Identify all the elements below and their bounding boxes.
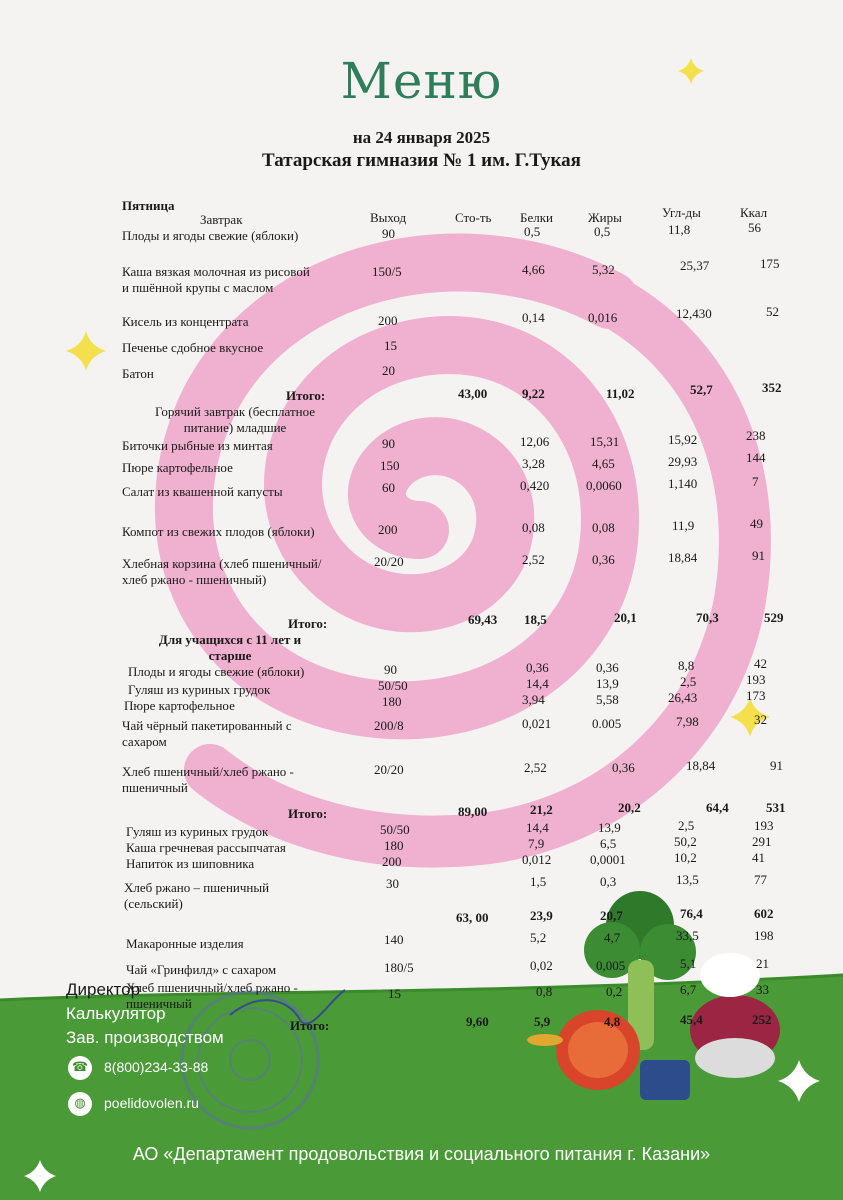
dish-protein: 2,52 xyxy=(522,552,545,567)
total-cost: 43,00 xyxy=(458,386,488,401)
dish-carbs: 15,92 xyxy=(668,432,698,447)
dish-protein: 0,420 xyxy=(520,478,550,493)
dish-fat: 0.005 xyxy=(592,716,622,731)
dish-kcal: 291 xyxy=(752,834,772,849)
total-protein: 9,22 xyxy=(522,386,545,401)
dish-name: Печенье сдобное вкусное xyxy=(122,340,264,355)
school-name: Татарская гимназия № 1 им. Г.Тукая xyxy=(262,150,581,171)
dish-kcal: 32 xyxy=(754,712,767,727)
dish-output: 50/50 xyxy=(378,678,408,693)
dish-fat: 4,65 xyxy=(592,456,615,471)
dish-kcal: 91 xyxy=(770,758,783,773)
dish-output: 180 xyxy=(384,838,404,853)
total-carbs: 70,3 xyxy=(696,610,719,625)
dish-name: Каша гречневая рассыпчатая xyxy=(126,840,286,855)
dish-protein: 0,36 xyxy=(526,660,549,675)
dish-carbs: 50,2 xyxy=(674,834,697,849)
total-fat: 20,7 xyxy=(600,908,623,923)
dish-fat: 13,9 xyxy=(598,820,621,835)
dish-carbs: 33,5 xyxy=(676,928,699,943)
dish-name: Напиток из шиповника xyxy=(126,856,255,871)
dish-name: Биточки рыбные из минтая xyxy=(122,438,273,453)
company-name: АО «Департамент продовольствия и социального питания г. Казани» xyxy=(132,1144,711,1164)
section-title: Для учащихся с 11 лет и старше xyxy=(158,632,302,663)
dish-kcal: 52 xyxy=(766,304,779,319)
total-protein: 18,5 xyxy=(524,612,547,627)
total-fat: 4,8 xyxy=(604,1014,621,1029)
dish-fat: 4,7 xyxy=(604,930,621,945)
dish-carbs: 11,9 xyxy=(672,518,695,533)
dish-output: 20/20 xyxy=(374,762,404,777)
total-kcal: 531 xyxy=(766,800,786,815)
dish-output: 90 xyxy=(382,436,395,451)
dish-name: Батон xyxy=(122,366,154,381)
dish-fat: 0,36 xyxy=(612,760,635,775)
dish-fat: 15,31 xyxy=(590,434,620,449)
dish-kcal: 173 xyxy=(746,688,766,703)
dish-output: 150 xyxy=(380,458,400,473)
dish-name: Плоды и ягоды свежие (яблоки) xyxy=(128,664,305,679)
dish-output: 200 xyxy=(382,854,402,869)
dish-fat: 0,08 xyxy=(592,520,615,535)
page-title: Меню xyxy=(340,52,503,110)
globe-icon: ◍ xyxy=(68,1092,92,1116)
dish-name: Гуляш из куриных грудок xyxy=(128,682,271,697)
total-fat: 20,2 xyxy=(618,800,641,815)
dish-output: 15 xyxy=(384,338,397,353)
dish-carbs: 8,8 xyxy=(678,658,695,673)
dish-name: Салат из квашенной капусты xyxy=(122,484,283,499)
phone-number[interactable]: 8(800)234-33-88 xyxy=(104,1059,209,1075)
dish-name: Компот из свежих плодов (яблоки) xyxy=(122,524,315,539)
dish-name: Плоды и ягоды свежие (яблоки) xyxy=(122,228,299,243)
section-title: Завтрак xyxy=(200,212,243,227)
dish-kcal: 7 xyxy=(752,474,759,489)
dish-carbs: 12,430 xyxy=(676,306,712,321)
dish-kcal: 49 xyxy=(750,516,763,531)
dish-name: Хлеб ржано – пшеничный (сельский) xyxy=(124,880,270,911)
total-protein: 21,2 xyxy=(530,802,553,817)
dish-protein: 0,8 xyxy=(536,984,553,999)
total-cost: 69,43 xyxy=(468,612,498,627)
dish-carbs: 18,84 xyxy=(668,550,698,565)
dish-name: Хлебная корзина (хлеб пшеничный/хлеб ржано - пшеничный) xyxy=(122,556,322,587)
dish-protein: 14,4 xyxy=(526,676,549,691)
phone-icon: ☎ xyxy=(68,1056,92,1080)
dish-kcal: 238 xyxy=(746,428,766,443)
dish-carbs: 2,5 xyxy=(680,674,697,689)
total-label: Итого: xyxy=(290,1018,330,1033)
column-header-carbs: Угл-ды xyxy=(662,205,701,220)
dish-carbs: 11,8 xyxy=(668,222,691,237)
dish-output: 60 xyxy=(382,480,395,495)
column-header-output: Выход xyxy=(370,210,407,225)
dish-name: Чай «Гринфилд» с сахаром xyxy=(126,962,277,977)
dish-output: 20 xyxy=(382,363,395,378)
dish-carbs: 10,2 xyxy=(674,850,697,865)
dish-fat: 0,005 xyxy=(596,958,626,973)
dish-protein: 0,012 xyxy=(522,852,552,867)
dish-output: 140 xyxy=(384,932,404,947)
dish-carbs: 29,93 xyxy=(668,454,698,469)
day-label: Пятница xyxy=(122,198,175,213)
dish-protein: 3,94 xyxy=(522,692,545,707)
column-header-protein: Белки xyxy=(520,210,553,225)
dish-fat: 5,32 xyxy=(592,262,615,277)
total-carbs: 45,4 xyxy=(680,1012,703,1027)
dish-output: 90 xyxy=(384,662,397,677)
menu-date: на 24 января 2025 xyxy=(352,128,491,147)
total-cost: 9,60 xyxy=(466,1014,489,1029)
role-production-manager: Зав. производством xyxy=(66,1028,224,1047)
total-cost: 63, 00 xyxy=(456,910,489,925)
dish-protein: 0,021 xyxy=(522,716,552,731)
dish-fat: 0,0001 xyxy=(590,852,626,867)
total-label: Итого: xyxy=(288,806,328,821)
total-protein: 5,9 xyxy=(534,1014,551,1029)
dish-fat: 0,3 xyxy=(600,874,617,889)
website-link[interactable]: poelidovolen.ru xyxy=(104,1095,199,1111)
total-cost: 89,00 xyxy=(458,804,488,819)
total-carbs: 64,4 xyxy=(706,800,729,815)
dish-name: Кисель из концентрата xyxy=(122,314,249,329)
dish-kcal: 33 xyxy=(756,982,769,997)
dish-carbs: 1,140 xyxy=(668,476,698,491)
column-header-kcal: Ккал xyxy=(740,205,768,220)
dish-protein: 1,5 xyxy=(530,874,547,889)
dish-protein: 3,28 xyxy=(522,456,545,471)
total-kcal: 602 xyxy=(754,906,774,921)
dish-output: 150/5 xyxy=(372,264,402,279)
dish-name: Пюре картофельное xyxy=(122,460,233,475)
dish-fat: 0,2 xyxy=(606,984,623,999)
dish-kcal: 193 xyxy=(754,818,774,833)
dish-output: 30 xyxy=(386,876,399,891)
total-kcal: 529 xyxy=(764,610,784,625)
total-fat: 20,1 xyxy=(614,610,637,625)
dish-name: Гуляш из куриных грудок xyxy=(126,824,269,839)
dish-fat: 13,9 xyxy=(596,676,619,691)
dish-name: Пюре картофельное xyxy=(124,698,235,713)
role-calculator: Калькулятор xyxy=(66,1004,166,1023)
dish-kcal: 198 xyxy=(754,928,774,943)
dish-output: 15 xyxy=(388,986,401,1001)
dish-name: Хлеб пшеничный/хлеб ржано - пшеничный xyxy=(126,980,298,1011)
dish-output: 200 xyxy=(378,313,398,328)
column-header-fat: Жиры xyxy=(588,210,622,225)
dish-carbs: 5,1 xyxy=(680,956,697,971)
dish-kcal: 42 xyxy=(754,656,767,671)
dish-protein: 2,52 xyxy=(524,760,547,775)
dish-fat: 6,5 xyxy=(600,836,617,851)
dish-fat: 0,5 xyxy=(594,224,611,239)
dish-output: 180/5 xyxy=(384,960,414,975)
dish-output: 20/20 xyxy=(374,554,404,569)
dish-protein: 4,66 xyxy=(522,262,545,277)
total-kcal: 252 xyxy=(752,1012,772,1027)
dish-kcal: 41 xyxy=(752,850,765,865)
total-carbs: 76,4 xyxy=(680,906,703,921)
dish-output: 180 xyxy=(382,694,402,709)
dish-fat: 0,016 xyxy=(588,310,618,325)
dish-name: Хлеб пшеничный/хлеб ржано - пшеничный xyxy=(122,764,294,795)
dish-protein: 0,5 xyxy=(524,224,541,239)
dish-name: Каша вязкая молочная из рисовой и пшённой крупы с маслом xyxy=(122,264,310,295)
dish-carbs: 13,5 xyxy=(676,872,699,887)
total-carbs: 52,7 xyxy=(690,382,713,397)
dish-kcal: 77 xyxy=(754,872,767,887)
dish-fat: 0,36 xyxy=(596,660,619,675)
dish-protein: 5,2 xyxy=(530,930,547,945)
role-director: Директор xyxy=(66,980,141,999)
dish-carbs: 7,98 xyxy=(676,714,699,729)
dish-name: Чай чёрный пакетированный с сахаром xyxy=(122,718,292,749)
dish-protein: 14,4 xyxy=(526,820,549,835)
star-shape xyxy=(66,331,106,371)
dish-kcal: 193 xyxy=(746,672,766,687)
dish-protein: 7,9 xyxy=(528,836,545,851)
dish-fat: 0,36 xyxy=(592,552,615,567)
total-fat: 11,02 xyxy=(606,386,635,401)
dish-kcal: 21 xyxy=(756,956,769,971)
total-protein: 23,9 xyxy=(530,908,553,923)
dish-carbs: 26,43 xyxy=(668,690,698,705)
total-kcal: 352 xyxy=(762,380,782,395)
total-label: Итого: xyxy=(286,388,326,403)
column-header-cost: Сто-ть xyxy=(455,210,492,225)
dish-carbs: 2,5 xyxy=(678,818,695,833)
dish-output: 50/50 xyxy=(380,822,410,837)
dish-carbs: 25,37 xyxy=(680,258,710,273)
section-title: Горячий завтрак (бесплатное питание) младшие xyxy=(154,404,316,435)
dish-kcal: 56 xyxy=(748,220,761,235)
dish-output: 90 xyxy=(382,226,395,241)
dish-protein: 0,08 xyxy=(522,520,545,535)
dish-output: 200 xyxy=(378,522,398,537)
total-label: Итого: xyxy=(288,616,328,631)
dish-carbs: 18,84 xyxy=(686,758,716,773)
dish-carbs: 6,7 xyxy=(680,982,697,997)
dish-kcal: 144 xyxy=(746,450,766,465)
dish-fat: 0,0060 xyxy=(586,478,622,493)
pink-swirl-graphic xyxy=(184,263,745,842)
dish-protein: 0,02 xyxy=(530,958,553,973)
dish-name: Макаронные изделия xyxy=(126,936,244,951)
dish-output: 200/8 xyxy=(374,718,404,733)
dish-kcal: 91 xyxy=(752,548,765,563)
dish-protein: 0,14 xyxy=(522,310,545,325)
dish-kcal: 175 xyxy=(760,256,780,271)
dish-fat: 5,58 xyxy=(596,692,619,707)
dish-protein: 12,06 xyxy=(520,434,550,449)
